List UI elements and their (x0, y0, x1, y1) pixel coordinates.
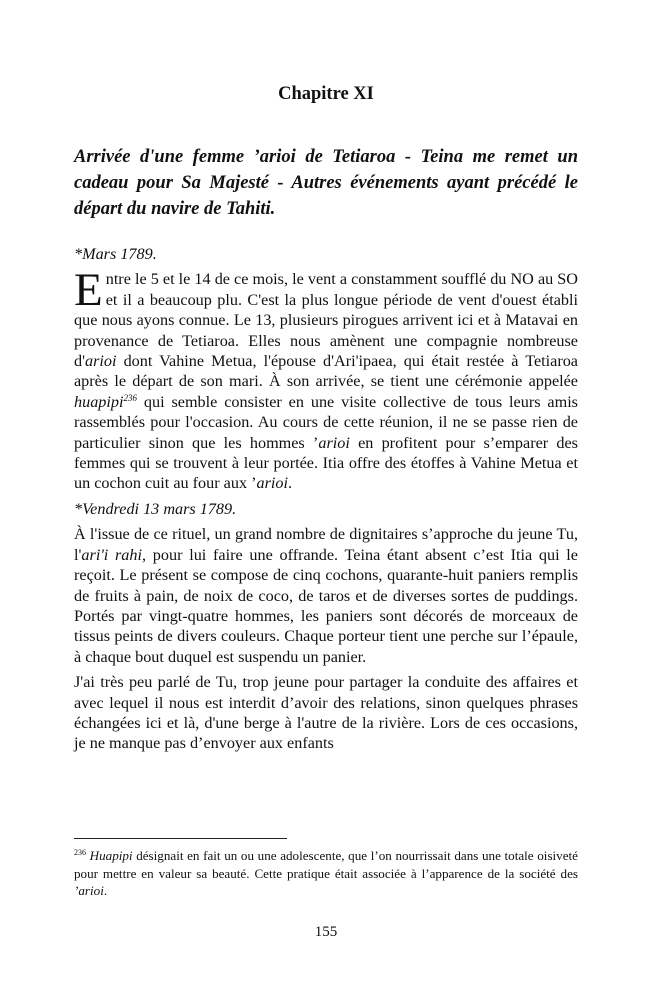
entry-date: *Vendredi 13 mars 1789. (74, 499, 237, 518)
drop-cap: E (74, 264, 103, 317)
text-run: À l'issue de ce rituel, un grand nombre de dignitaires s’approche du jeune Tu, l' (74, 525, 578, 564)
italic-term: huapipi (74, 392, 124, 411)
text-run: qui semble consister en une visite collective de tous leurs amis rassemblés pour l'occasion. Au cours de cette réunion, il ne se passe rien de particulier sinon que les hommes ’ (74, 392, 578, 452)
page-number: 155 (314, 924, 338, 940)
italic-term: arioi (256, 474, 288, 493)
footnote-divider (74, 838, 287, 839)
text-run: . (287, 474, 293, 493)
text-run: en profitent pour s’emparer des femmes qui se trouvent à leur portée. Itia offre des étoffes à Vahine Metua et un cochon cuit au four aux ’ (74, 433, 578, 493)
footnote-text: désignait en fait un ou une adolescente, que l’on nourrissait dans une totale oisiveté pour mettre en valeur sa beauté. Cette pratique était associée à l’apparence de la société des (74, 848, 578, 881)
footnote-number: 236 (74, 848, 86, 857)
chapter-subtitle: Arrivée d'une femme ’arioi de Tetiaroa - Teina me remet un cadeau pour Sa Majesté - Autres événements ayant précédé le départ du navire de Tahiti. (74, 147, 578, 219)
entry-date: *Mars 1789. (74, 245, 157, 263)
chapter-title: Chapitre XI (278, 84, 374, 104)
footnote-term: ’arioi (74, 883, 104, 898)
paragraph: J'ai très peu parlé de Tu, trop jeune pour partager la conduite des affaires et avec lequel il nous est interdit d’avoir des relations, sinon quelques phrases échangées ici et là, d'une berge à l'autre de la rivière. Lors de ces occasions, je ne manque pas d’envoyer aux enfants (74, 673, 578, 753)
italic-term: ari'i rahi (81, 545, 142, 564)
italic-term: arioi (318, 433, 350, 452)
footnote (74, 847, 578, 900)
footnote-term: Huapipi (89, 848, 133, 863)
italic-term: arioi (85, 352, 117, 371)
text-run: ntre le 5 et le 14 de ce mois, le vent a constamment soufflé du NO au SO et il a beaucoup plu. C'est la plus longue période de vent d'ouest établi que nous ayons connue. Le 13, plusieurs pirogues arrivent ici et à Matavai en provenance de Tetiaroa. Elles nous amènent une compagnie nombreuse d' (74, 270, 578, 371)
paragraph (74, 524, 578, 667)
footnote-ref[interactable]: 236 (123, 392, 137, 403)
text-run: dont Vahine Metua, l'épouse d'Ari'ipaea, qui était restée à Tetiaroa après le départ de son mari. À son arrivée, se tient une cérémonie appelée (74, 352, 578, 391)
body-text (74, 244, 578, 759)
text-run: , pour lui faire une offrande. Teina étant absent c’est Itia qui le reçoit. Le présent se compose de cinq cochons, quarante-huit paniers remplis de fruits à pain, de noix de coco, de taros et de diverses sortes de puddings. Portés par vingt-quatre hommes, les paniers sont décorés de morceaux de tissus peints de divers couleurs. Chaque porteur tient une perche sur l’épaule, à chaque bout duquel est suspendu un panier. (74, 545, 578, 666)
paragraph (74, 264, 578, 493)
footnote-text: . (103, 883, 108, 898)
